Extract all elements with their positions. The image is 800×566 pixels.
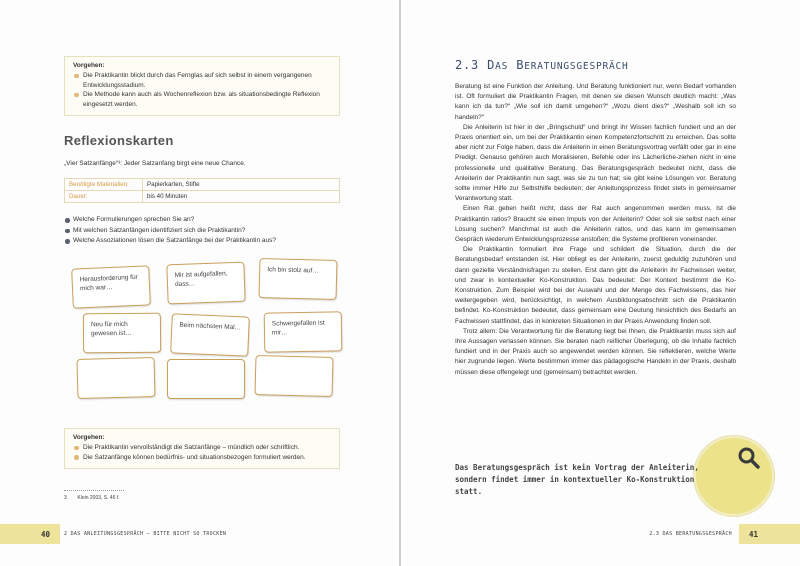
table-row <box>65 179 340 191</box>
table-key: Benötigte Materialien: <box>65 179 143 191</box>
procedure-item: Die Satzanfänge können bedürfnis- und situationsbezogen formuliert werden. <box>73 453 331 463</box>
running-head-right: 2.3 DAS BERATUNGSGESPRÄCH <box>649 531 732 537</box>
paragraph: Trotz allem: Die Verantwortung für die Beratung liegt bei Ihnen, die Praktikantin muss sich auf Ihre Aussagen verlassen können. Sie beraten nach reiflicher Überlegung, ob die Inhalte fachlich fundiert und in der Praxis auch so angewendet werden können. Sie reflektieren, welche Werte hier zugrunde liegen. Werte bestimmen immer das pädagogische Handeln in der Praxis, deshalb müssen diese offengelegt und (gemeinsam) betrachtet werden. <box>455 327 736 376</box>
footnote-divider <box>64 490 124 491</box>
bullet-dot-icon <box>74 446 79 451</box>
table-value: Papierkarten, Stifte <box>143 179 340 191</box>
procedure-box-title: Vorgehen: <box>73 62 105 69</box>
reflection-card-blank <box>76 357 155 399</box>
bullet-dot-icon <box>65 218 70 223</box>
procedure-box-title: Vorgehen: <box>73 434 105 441</box>
reflection-card-blank <box>254 355 333 397</box>
paragraph: Beratung ist eine Funktion der Anleitung. Und Beratung funktioniert nur, wenn Bedarf vorhanden ist. Oft formuliert die Praktikantin Fragen, mit denen sie diesen Wunsch deutlich macht: „Was kann ich da tun?“ „Wie soll ich damit umgehen?“ „Wozu dient dies?“ „Weshalb soll ich so handeln?“ <box>455 83 736 121</box>
reflection-card: Neu für mich gewesen ist… <box>83 313 161 354</box>
intro-text: „Vier Satzanfänge“³: Jeder Satzanfang birgt eine neue Chance. <box>64 160 246 167</box>
bullet-dot-icon <box>74 93 79 98</box>
chapter-heading: 2.3 DAS BERATUNGSGESPRÄCH <box>455 58 629 72</box>
footnote <box>64 495 120 501</box>
reflection-card-blank <box>167 359 245 399</box>
question-item: Mit welchen Satzanfängen identifiziert sich die Praktikantin? <box>64 226 276 237</box>
book-spine <box>399 0 401 566</box>
reflection-card: Beim nächsten Mal… <box>170 313 250 356</box>
footnote-text: Klein 2003, S. 46 f. <box>77 495 120 501</box>
bullet-dot-icon <box>74 455 79 460</box>
materials-table <box>64 178 340 203</box>
section-title: Reflexionskarten <box>64 133 174 148</box>
table-value: bis 40 Minuten <box>143 191 340 203</box>
question-item: Welche Assoziationen lösen die Satzanfänge bei der Praktikantin aus? <box>64 236 276 247</box>
reflection-card: Mir ist aufgefallen, dass… <box>166 262 245 305</box>
paragraph: Die Praktikantin formuliert ihre Frage und schildert die Situation, durch die der Beratungsbedarf entstanden ist. Hier obliegt es der Anleiterin, zuerst geduldig zuzuhören und dann gezielte Verständnisfragen zu stellen. Erst dann gibt die Anleiterin ihr Fachwissen weiter, und zwar in kontextueller Ko-Konstruktion. Das bedeutet: Der Kontext bestimmt die Ko-Konstruktion. Zum Beispiel wird bei der Auswahl und der Menge des Fachwissens, das hier weitergegeben wird, berücksichtigt, in welchem Ausbildungsabschnitt sich die Praktikantin befindet. Ko-Konstruktion bedeutet, dass gemeinsam eine Deutung hinsichtlich des Bedarfs an Fachwissen stattfindet, das in konkreten Situationen in der Praxis Anwendung finden soll. <box>455 246 736 325</box>
bullet-dot-icon <box>65 229 70 234</box>
procedure-item: Die Praktikantin blickt durch das Fernglas auf sich selbst in einem vergangenen Entwicklungsstadium. <box>73 71 331 90</box>
paragraph: Die Anleiterin ist hier in der „Bringschuld“ und bringt ihr Wissen fachlich fundiert und an der Praxis orientiert ein, um bei der Praktikantin einen Kompetenzfortschritt zu erreichen. Das sollte aber nicht zur Folge haben, dass die Anleiterin in einen Beratungsvortrag verfällt oder gar in eine Predigt. Genauso gehören auch Moralisieren, Befehle oder ins Lächerliche-ziehen nicht in eine professionelle und qualitative Beratung. Das Beratungsgespräch bedeutet nicht, dass die Anleiterin der Praktikantin nun sagt, was sie zu tun hat; sie gibt keine Lösungen vor. Beratung sollte immer Hilfe zur Selbsthilfe bedeuten; der Anleitungsprozess findet stets in gemeinsamer Verantwortung statt. <box>455 123 736 203</box>
page-number-left: 40 <box>0 524 60 544</box>
table-row <box>65 191 340 203</box>
question-item: Welche Formulierungen sprechen Sie an? <box>64 215 276 226</box>
body-text <box>455 82 736 378</box>
bullet-dot-icon <box>74 74 79 79</box>
reflection-card: Ich bin stolz auf… <box>258 258 337 300</box>
table-key: Dauer: <box>65 191 143 203</box>
reflection-card: Herausforderung für mich war… <box>71 265 151 308</box>
footnote-number: 3 <box>64 495 67 501</box>
magnifier-icon <box>737 446 761 470</box>
procedure-box-top <box>64 56 340 116</box>
paragraph: Einen Rat geben heißt nicht, dass der Rat auch angenommen werden muss. Ist die Praktikantin ratlos? Braucht sie einen Impuls von der Anleiterin? Oder soll sie selbst nach einer Lösung suchen? Manchmal ist auch die Anleiterin ratlos, und das kann im gemeinsamen Gespräch wiederum Entwicklungsprozesse anstoßen; die Systeme profitieren voneinander. <box>455 205 736 244</box>
procedure-item: Die Methode kann auch als Wochenreflexion bzw. als situationsbedingte Reflexion eingesetzt werden. <box>73 90 331 109</box>
question-list <box>64 215 276 247</box>
bullet-dot-icon <box>65 239 70 244</box>
procedure-box-bottom <box>64 428 340 469</box>
procedure-item: Die Praktikantin vervollständigt die Satzanfänge – mündlich oder schriftlich. <box>73 443 331 453</box>
reflection-card: Schwergefallen ist mir… <box>264 311 343 352</box>
page-number-right: 41 <box>739 524 800 544</box>
running-head-left: 2 DAS ANLEITUNGSGESPRÄCH – BITTE NICHT SO TROCKEN <box>64 531 227 537</box>
pull-quote: Das Beratungsgespräch ist kein Vortrag der Anleiterin, sondern findet immer in kontextueller Ko-Konstruktion statt. <box>455 463 699 496</box>
